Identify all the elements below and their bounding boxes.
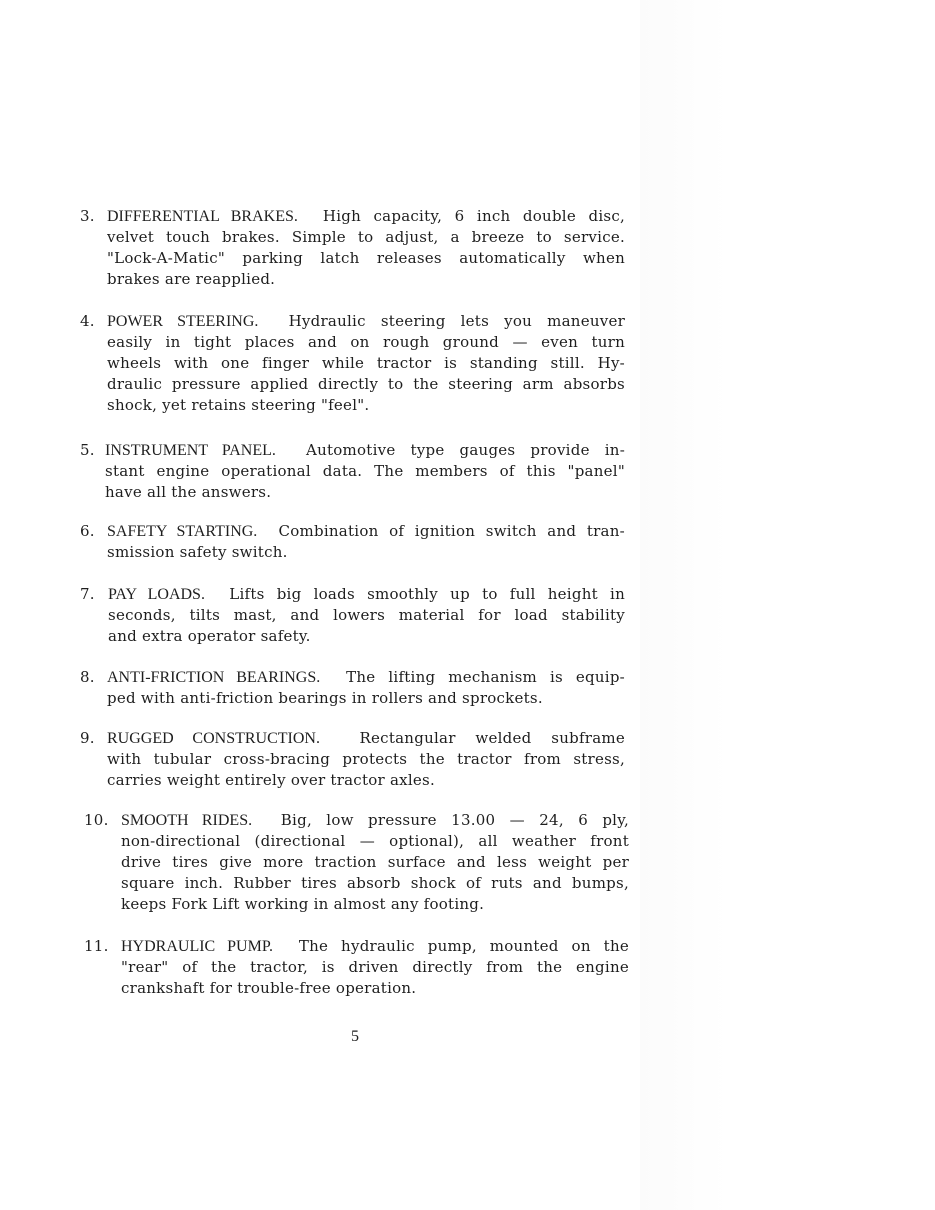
item-heading: SAFETY STARTING.: [107, 523, 258, 540]
item-number: 4.: [80, 312, 95, 330]
item-body: [107, 521, 625, 563]
item-line: [107, 667, 625, 688]
list-item: [84, 810, 629, 915]
item-line: carries weight entirely over tractor axles.: [107, 771, 435, 789]
item-text: Automotive type gauges provide in-: [305, 441, 625, 459]
item-text: High capacity, 6 inch double disc,: [322, 207, 625, 225]
item-body: [121, 810, 629, 915]
item-line: brakes are reapplied.: [107, 270, 276, 288]
item-text: Combination of ignition switch and tran-: [278, 522, 625, 540]
item-heading: RUGGED CONSTRUCTION.: [107, 730, 320, 747]
item-line: [108, 584, 625, 605]
item-number: 6.: [80, 522, 95, 540]
item-body: [105, 440, 625, 503]
list-item: [80, 667, 625, 709]
item-line: with tubular cross-bracing protects the tractor from stress,: [107, 750, 625, 768]
item-number: 7.: [80, 585, 95, 603]
item-number: 9.: [80, 729, 95, 747]
item-line: keeps Fork Lift working in almost any footing.: [121, 895, 485, 913]
item-line: have all the answers.: [105, 483, 272, 501]
item-line: wheels with one finger while tractor is standing still. Hy-: [107, 354, 625, 372]
item-number: 8.: [80, 668, 95, 686]
item-heading: DIFFERENTIAL BRAKES.: [107, 208, 298, 225]
item-line: ped with anti-friction bearings in rollers and sprockets.: [107, 689, 543, 707]
item-line: [121, 810, 629, 831]
item-line: [107, 728, 625, 749]
item-number: 3.: [80, 207, 95, 225]
item-line: [121, 936, 629, 957]
item-heading: POWER STEERING.: [107, 313, 259, 330]
item-text: The hydraulic pump, mounted on the: [298, 937, 629, 955]
item-text: Big, low pressure 13.00 — 24, 6 ply,: [280, 811, 629, 829]
item-body: [121, 936, 629, 999]
item-number: 5.: [80, 441, 95, 459]
page-edge-shade: [640, 0, 935, 1210]
item-line: square inch. Rubber tires absorb shock of ruts and bumps,: [121, 874, 629, 892]
item-text: Rectangular welded subframe: [359, 729, 625, 747]
item-line: drive tires give more traction surface and less weight per: [121, 853, 629, 871]
item-body: [108, 584, 625, 647]
item-line: stant engine operational data. The members of this "panel": [105, 462, 625, 480]
item-heading: HYDRAULIC PUMP.: [121, 938, 273, 955]
item-text: Hydraulic steering lets you maneuver: [288, 312, 625, 330]
item-line: [107, 311, 625, 332]
list-item: [80, 728, 625, 791]
item-text: The lifting mechanism is equip-: [346, 668, 625, 686]
item-line: [105, 440, 625, 461]
item-line: non-directional (directional — optional), all weather front: [121, 832, 629, 850]
item-line: draulic pressure applied directly to the steering arm absorbs: [107, 375, 625, 393]
item-line: "Lock-A-Matic" parking latch releases automatically when: [107, 249, 625, 267]
item-heading: SMOOTH RIDES.: [121, 812, 253, 829]
item-body: [107, 206, 625, 290]
item-line: easily in tight places and on rough ground — even turn: [107, 333, 625, 351]
list-item: [80, 206, 625, 290]
list-item: [80, 311, 625, 416]
item-line: seconds, tilts mast, and lowers material for load stability: [108, 606, 625, 624]
list-item: [84, 936, 629, 999]
list-item: [80, 440, 625, 503]
item-text: Lifts big loads smoothly up to full height in: [229, 585, 625, 603]
item-heading: PAY LOADS.: [108, 586, 205, 603]
item-line: "rear" of the tractor, is driven directly from the engine: [121, 958, 629, 976]
item-line: [107, 206, 625, 227]
item-line: shock, yet retains steering "feel".: [107, 396, 370, 414]
item-line: crankshaft for trouble-free operation.: [121, 979, 417, 997]
item-body: [107, 667, 625, 709]
item-number: 11.: [84, 937, 109, 955]
item-body: [107, 311, 625, 416]
item-line: and extra operator safety.: [108, 627, 311, 645]
item-line: velvet touch brakes. Simple to adjust, a breeze to service.: [107, 228, 625, 246]
item-line: [107, 521, 625, 542]
item-number: 10.: [84, 811, 109, 829]
item-heading: ANTI-FRICTION BEARINGS.: [107, 669, 321, 686]
list-item: [80, 521, 625, 563]
item-body: [107, 728, 625, 791]
item-line: smission safety switch.: [107, 543, 288, 561]
page-number: 5: [351, 1028, 359, 1045]
item-heading: INSTRUMENT PANEL.: [105, 442, 276, 459]
list-item: [80, 584, 625, 647]
